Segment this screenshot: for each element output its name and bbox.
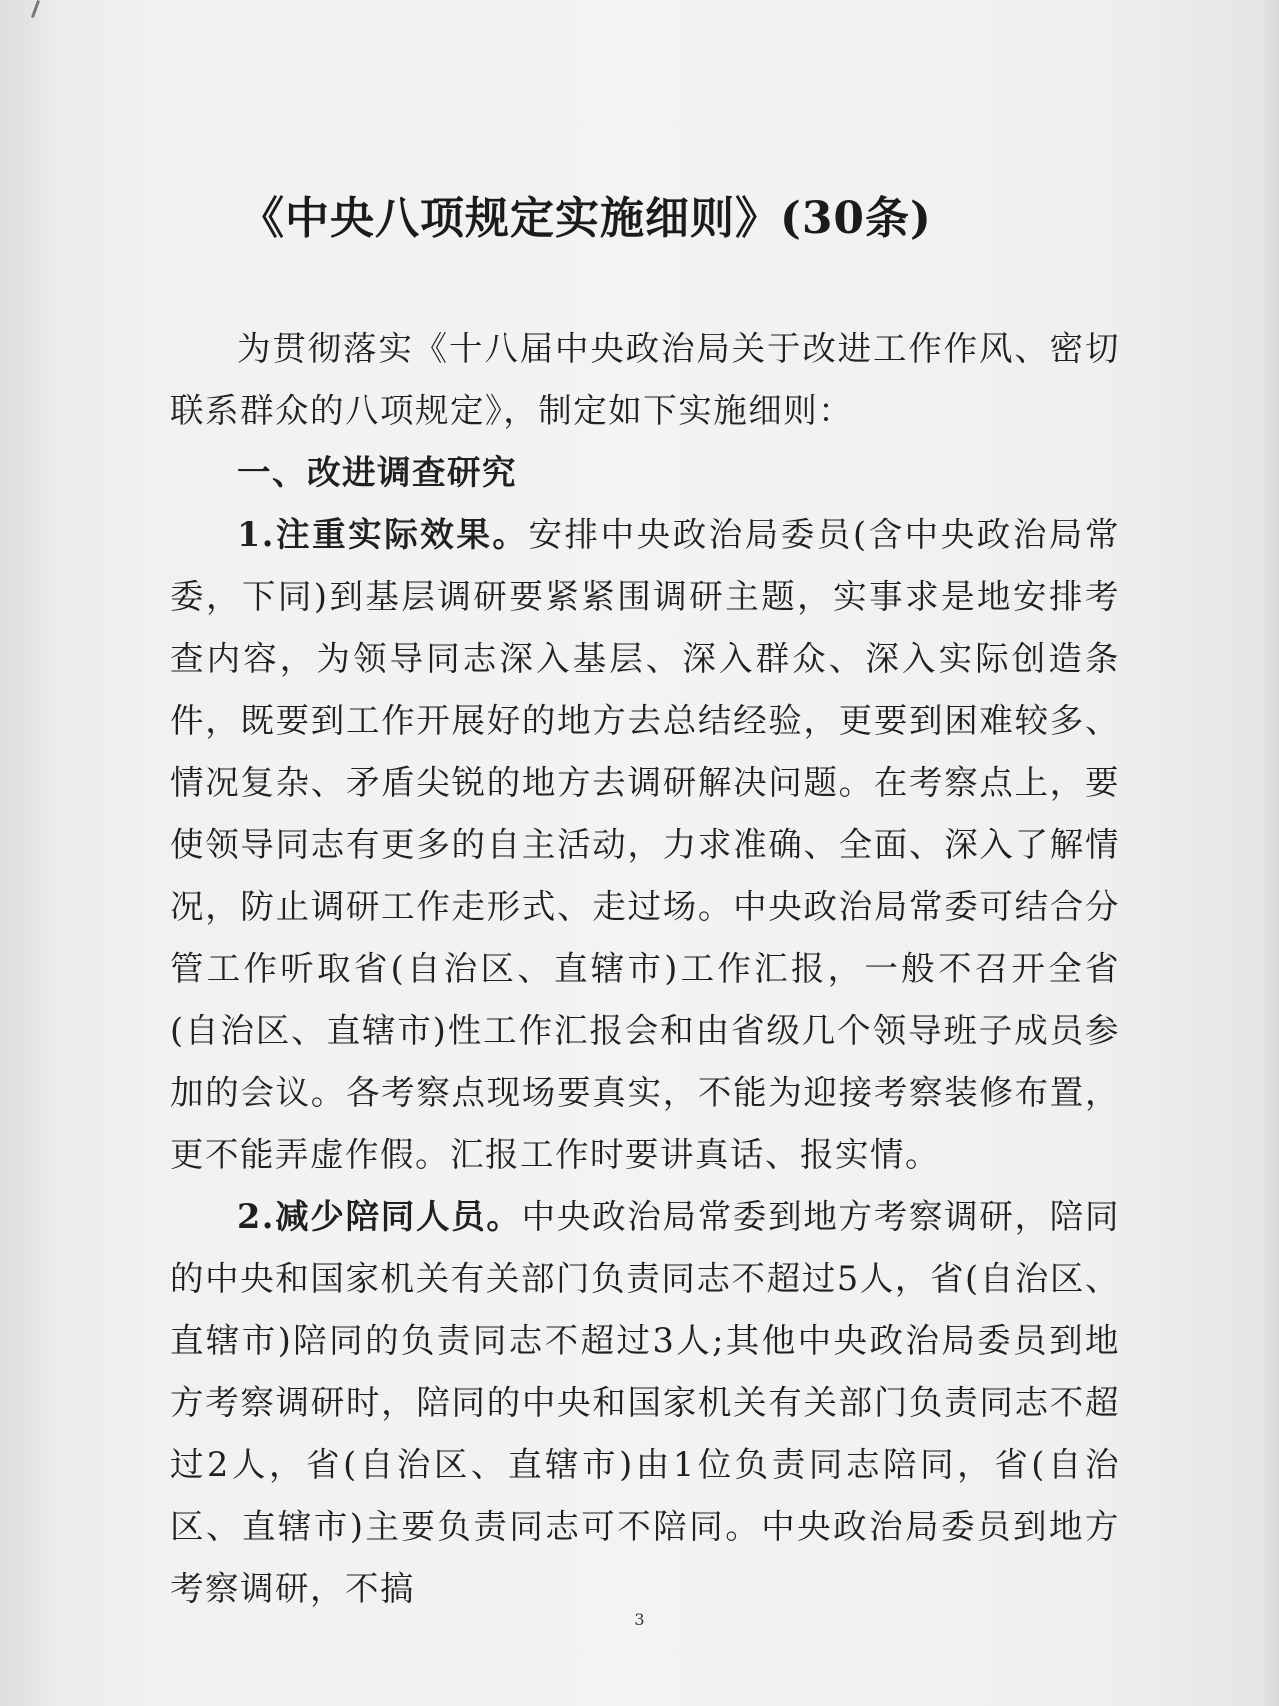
item1-lead: 1.注重实际效果。 — [237, 515, 529, 554]
paper-shadow-left — [0, 0, 60, 1706]
item1-text: 安排中央政治局委员(含中央政治局常委，下同)到基层调研要紧紧围调研主题，实事求是地安排考查内容，为领导同志深入基层、深入群众、深入实际创造条件，既要到工作开展好的地方去总结经验，更要到困难较多、情况复杂、矛盾尖锐的地方去调研解决问题。在考察点上，要使领导同志有更多的自主活动，力求准确、全面、深入了解情况，防止调研工作走形式、走过场。中央政治局常委可结合分管工作听取省(自治区、直辖市)工作汇报，一般不召开全省(自治区、直辖市)性工作汇报会和由省级几个领导班子成员参加的会议。各考察点现场要真实，不能为迎接考察装修布置，更不能弄虚作假。汇报工作时要讲真话、报实情。 — [170, 515, 1120, 1174]
page-number: 3 — [634, 1610, 645, 1629]
paper-shadow-right — [1261, 0, 1279, 1706]
section-heading: 一、改进调查研究 — [237, 453, 517, 492]
item1-paragraph — [170, 504, 1120, 1186]
document-body — [170, 318, 1120, 1620]
item2-paragraph — [170, 1186, 1120, 1620]
item2-lead: 2.减少陪同人员。 — [237, 1197, 522, 1236]
intro-paragraph: 为贯彻落实《十八届中央政治局关于改进工作作风、密切联系群众的八项规定》，制定如下实施细则： — [170, 329, 1120, 430]
document-title: 《中央八项规定实施细则》(30条) — [240, 193, 932, 244]
item2-text: 中央政治局常委到地方考察调研，陪同的中央和国家机关有关部门负责同志不超过5人，省(自治区、直辖市)陪同的负责同志不超过3人;其他中央政治局委员到地方考察调研时，陪同的中央和国家机关有关部门负责同志不超过2人，省(自治区、直辖市)由1位负责同志陪同，省(自治区、直辖市)主要负责同志可不陪同。中央政治局委员到地方考察调研，不搞 — [170, 1197, 1120, 1608]
